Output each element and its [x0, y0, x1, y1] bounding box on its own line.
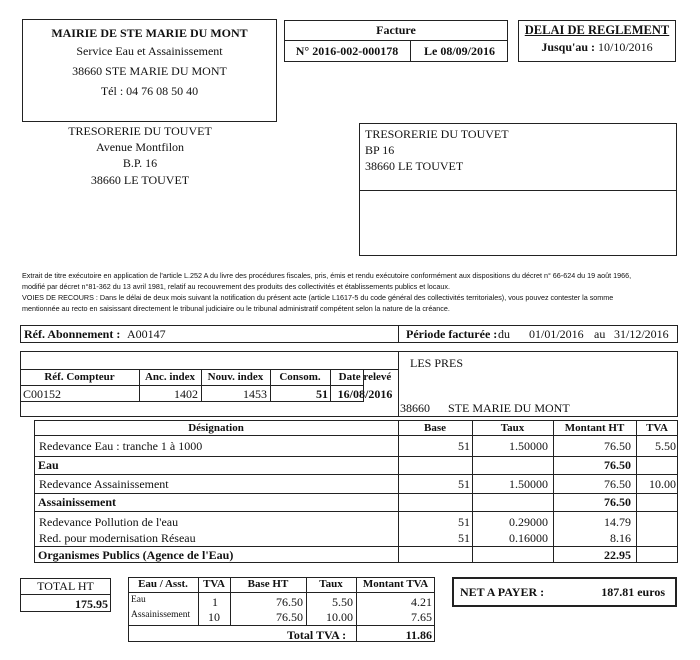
- detail-line-taux: 0.29000: [509, 515, 548, 529]
- detail-line-base: 51: [458, 531, 470, 545]
- recipient-name: TRESORERIE DU TOUVET: [365, 127, 509, 141]
- tva-row-taux: 5.50: [332, 595, 353, 609]
- detail-header-taux: Taux: [500, 422, 525, 434]
- subtotal-amount: 76.50: [604, 495, 631, 509]
- detail-line-taux: 1.50000: [509, 477, 548, 491]
- detail-line-tva: 5.50: [655, 439, 676, 453]
- compteur-ref: C00152: [23, 387, 62, 401]
- detail-line-tva: 10.00: [649, 477, 676, 491]
- recipient-bp: BP 16: [365, 143, 395, 157]
- delai-line: [518, 40, 676, 55]
- compteur-date: 16/08/2016: [337, 387, 393, 401]
- tresorerie-bp: B.P. 16: [122, 156, 158, 170]
- legal-line-3: VOIES DE RECOURS : Dans le délai de deux mois suivant la notification du présent acte (article L1617-5 du code général des collectivités territoriales), vous pouvez contester la somme: [22, 293, 614, 302]
- periode-au: au: [594, 327, 606, 341]
- subtotal-label: Assainissement: [38, 495, 117, 509]
- detail-line-designation: Redevance Eau : tranche 1 à 1000: [39, 439, 203, 453]
- net-value: 187.81 euros: [601, 585, 665, 599]
- tva-row-taux: 10.00: [326, 610, 353, 624]
- detail-line-montant: 76.50: [604, 439, 631, 453]
- tva-total-value: 11.86: [405, 628, 432, 642]
- compteur-header-anc: Anc. index: [144, 371, 196, 383]
- tva-total-label: Total TVA :: [287, 628, 347, 642]
- periode-du: du: [498, 327, 510, 341]
- lieu-name: LES PRES: [410, 356, 464, 370]
- mairie-phone: Tél : 04 76 08 50 40: [100, 84, 199, 98]
- mairie-city: 38660 STE MARIE DU MONT: [72, 64, 227, 78]
- tresorerie-city: 38660 LE TOUVET: [90, 173, 190, 187]
- detail-line-montant: 8.16: [610, 531, 631, 545]
- tva-row-code: 1: [212, 595, 218, 609]
- legal-line-1: Extrait de titre exécutoire en application de l'article L.252 A du livre des procédures fiscales, pris, émis et rendu exécutoire conformément aux dispositions du décret n° 66-624 du 19 août 1966,: [22, 271, 632, 280]
- abonnement-label: Réf. Abonnement :: [24, 327, 121, 341]
- detail-line-designation: Redevance Pollution de l'eau: [39, 515, 179, 529]
- periode-from: 01/01/2016: [529, 327, 584, 341]
- compteur-header-nouv: Nouv. index: [207, 371, 264, 383]
- detail-line-designation: Red. pour modernisation Réseau: [39, 531, 196, 545]
- detail-line-montant: 14.79: [604, 515, 631, 529]
- tva-row-montant: 4.21: [411, 595, 432, 609]
- facture-date: Le 08/09/2016: [424, 44, 495, 58]
- compteur-anc: 1402: [174, 387, 198, 401]
- tva-row-label: Eau: [131, 595, 146, 605]
- delai-label: DELAI DE REGLEMENT: [524, 23, 670, 37]
- facture-number: N° 2016-002-000178: [295, 44, 399, 58]
- compteur-header-consom: Consom.: [279, 371, 321, 383]
- detail-line-designation: Redevance Assainissement: [39, 477, 169, 491]
- lieu-city: STE MARIE DU MONT: [448, 401, 570, 415]
- compteur-nouv: 1453: [243, 387, 267, 401]
- tva-header: TVA: [203, 578, 225, 590]
- lieu-code: 38660: [400, 401, 430, 415]
- recipient-city: 38660 LE TOUVET: [365, 159, 464, 173]
- tva-header: Base HT: [247, 578, 289, 590]
- detail-header-designation: Désignation: [188, 422, 244, 434]
- tva-row-montant: 7.65: [411, 610, 432, 624]
- detail-header-base: Base: [424, 422, 446, 434]
- legal-text: [22, 270, 682, 314]
- detail-header-montant: Montant HT: [564, 422, 625, 434]
- detail-line-taux: 1.50000: [509, 439, 548, 453]
- periode-label: Période facturée :: [406, 327, 498, 341]
- facture-label: Facture: [376, 23, 416, 37]
- subtotal-amount: 76.50: [604, 458, 631, 472]
- delai-date: 10/10/2016: [598, 40, 653, 54]
- compteur-consom: 51: [316, 387, 328, 401]
- abonnement-value: A00147: [127, 327, 166, 341]
- tva-row-label: Assainissement: [131, 610, 191, 620]
- net-label: NET A PAYER :: [460, 585, 545, 599]
- tresorerie-street: Avenue Montfilon: [95, 140, 185, 154]
- total-ht-value: 175.95: [75, 597, 108, 611]
- tva-header: Taux: [319, 578, 343, 590]
- subtotal-amount: 22.95: [604, 548, 631, 562]
- tva-row-base: 76.50: [276, 595, 303, 609]
- mairie-service: Service Eau et Assainissement: [76, 44, 223, 58]
- detail-line-base: 51: [458, 515, 470, 529]
- tva-header: Montant TVA: [362, 578, 429, 590]
- tva-row-base: 76.50: [276, 610, 303, 624]
- tva-row-code: 10: [208, 610, 220, 624]
- detail-line-taux: 0.16000: [509, 531, 548, 545]
- detail-line-base: 51: [458, 439, 470, 453]
- legal-line-4: mentionnée au recto en saisissant directement le tribunal judiciaire ou le tribunal administratif compétent selon la nature de la créance.: [22, 304, 450, 313]
- delai-jusquau: Jusqu'au :: [541, 40, 596, 54]
- detail-line-base: 51: [458, 477, 470, 491]
- subtotal-label: Eau: [38, 458, 59, 472]
- detail-header-tva: TVA: [646, 422, 668, 434]
- detail-line-montant: 76.50: [604, 477, 631, 491]
- legal-line-2: modifié par décret n°81-362 du 13 avril 1981, relatif au recouvrement des produits des collectivités et établissements publics et locaux.: [22, 282, 450, 291]
- mairie-title: MAIRIE DE STE MARIE DU MONT: [51, 26, 248, 40]
- tresorerie-name: TRESORERIE DU TOUVET: [68, 124, 212, 138]
- periode-to: 31/12/2016: [614, 327, 669, 341]
- subtotal-label: Organismes Publics (Agence de l'Eau): [38, 548, 234, 562]
- compteur-header-date: Date relevé: [338, 371, 392, 383]
- compteur-header-ref: Réf. Compteur: [44, 371, 115, 383]
- tva-header: Eau / Asst.: [138, 578, 188, 590]
- total-ht-label: TOTAL HT: [37, 579, 94, 593]
